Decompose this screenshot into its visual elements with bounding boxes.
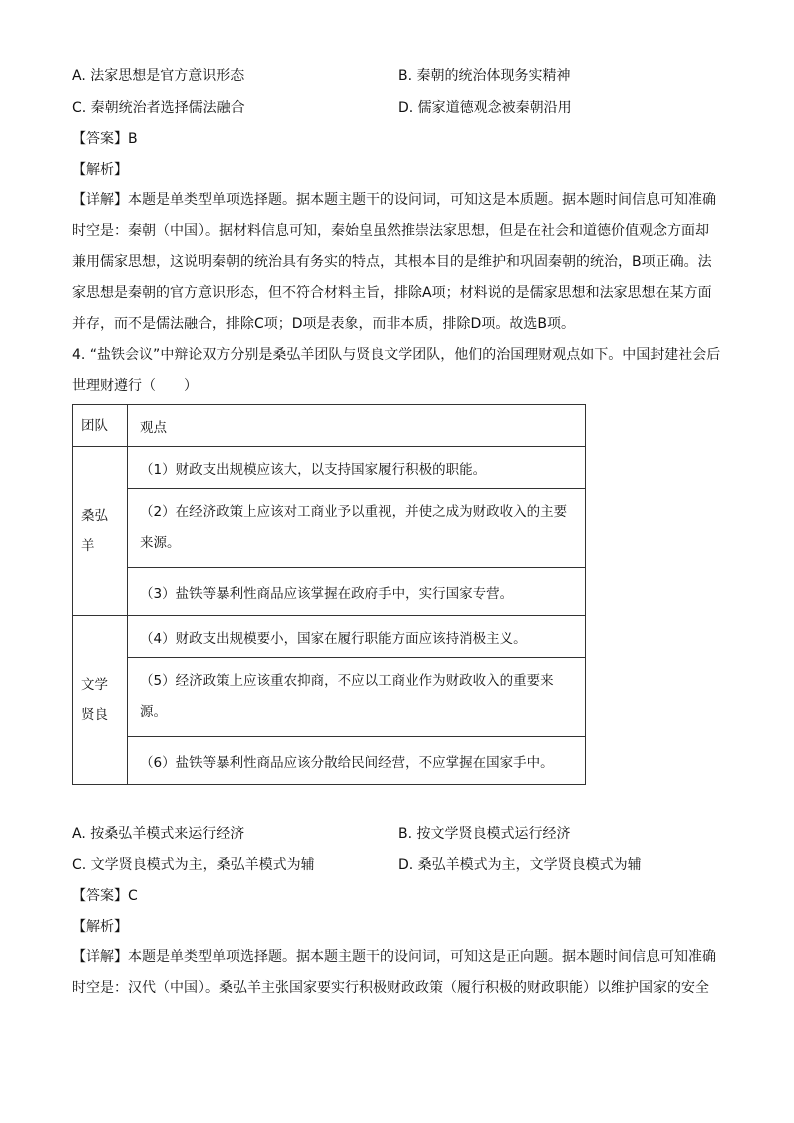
team-sang-hongyang: 桑弘羊 — [73, 447, 128, 616]
table-row — [73, 616, 586, 658]
q3-option-b: B. 秦朝的统治体现务实精神 — [398, 68, 571, 84]
team-wenxue-xianliang: 文学贤良 — [73, 616, 128, 785]
q4-stem-text: 4. “盐铁会议”中辩论双方分别是桑弘羊团队与贤良文学团队，他们的治国理财观点如下。中国封建社会后世理财遵行（ ） — [72, 347, 721, 394]
view-6: （6）盐铁等暴利性商品应该分散给民间经营，不应掌握在国家手中。 — [128, 737, 586, 785]
q4-detail-text: 【详解】本题是单类型单项选择题。据本题主题干的设问词，可知这是正向题。据本题时间信息可知准确时空是：汉代（中国）。桑弘羊主张国家要实行积极财政政策（履行积极的财政职能）以维护国家的安全 — [72, 949, 716, 996]
view-1: （1）财政支出规模应该大，以支持国家履行积极的职能。 — [128, 447, 586, 489]
table-row — [73, 658, 586, 737]
q4-option-c: C. 文学贤良模式为主，桑弘羊模式为辅 — [72, 857, 315, 873]
q3-detail — [72, 185, 722, 340]
table-row — [73, 737, 586, 785]
q3-analysis-label: 【解析】 — [72, 162, 128, 178]
table-row — [73, 489, 586, 568]
table-row — [73, 447, 586, 489]
view-2: （2）在经济政策上应该对工商业予以重视，并使之成为财政收入的主要来源。 — [128, 489, 586, 568]
q3-answer: 【答案】B — [72, 131, 138, 147]
q4-answer: 【答案】C — [72, 888, 138, 904]
view-5: （5）经济政策上应该重农抑商，不应以工商业作为财政收入的重要来源。 — [128, 658, 586, 737]
q3-detail-text: 【详解】本题是单类型单项选择题。据本题主题干的设问词，可知这是本质题。据本题时间信息可知准确时空是：秦朝（中国）。据材料信息可知，秦始皇虽然推崇法家思想，但是在社会和道德价值观念方面却兼用儒家思想，这说明秦朝的统治具有务实的特点，其根本目的是维护和巩固秦朝的统治，B项正确。法家思想是秦朝的官方意识形态，但不符合材料主旨，排除A项；材料说的是儒家思想和法家思想在某方面并存，而不是儒法融合，排除C项；D项是表象，而非本质，排除D项。故选B项。 — [72, 192, 716, 332]
table-row — [73, 568, 586, 616]
q3-option-c: C. 秦朝统治者选择儒法融合 — [72, 100, 245, 116]
header-team: 团队 — [73, 405, 128, 447]
q4-option-b: B. 按文学贤良模式运行经济 — [398, 826, 571, 842]
view-4: （4）财政支出规模要小，国家在履行职能方面应该持消极主义。 — [128, 616, 586, 658]
q3-option-a: A. 法家思想是官方意识形态 — [72, 68, 245, 84]
q4-detail — [72, 942, 722, 1004]
view-3: （3）盐铁等暴利性商品应该掌握在政府手中，实行国家专营。 — [128, 568, 586, 616]
header-views: 观点 — [128, 405, 586, 447]
q4-analysis-label: 【解析】 — [72, 919, 128, 935]
q4-option-a: A. 按桑弘羊模式来运行经济 — [72, 826, 245, 842]
q4-stem — [72, 340, 722, 402]
viewpoints-table — [72, 404, 586, 785]
table-header-row — [73, 405, 586, 447]
q4-option-d: D. 桑弘羊模式为主，文学贤良模式为辅 — [398, 857, 642, 873]
q3-option-d: D. 儒家道德观念被秦朝沿用 — [398, 100, 572, 116]
